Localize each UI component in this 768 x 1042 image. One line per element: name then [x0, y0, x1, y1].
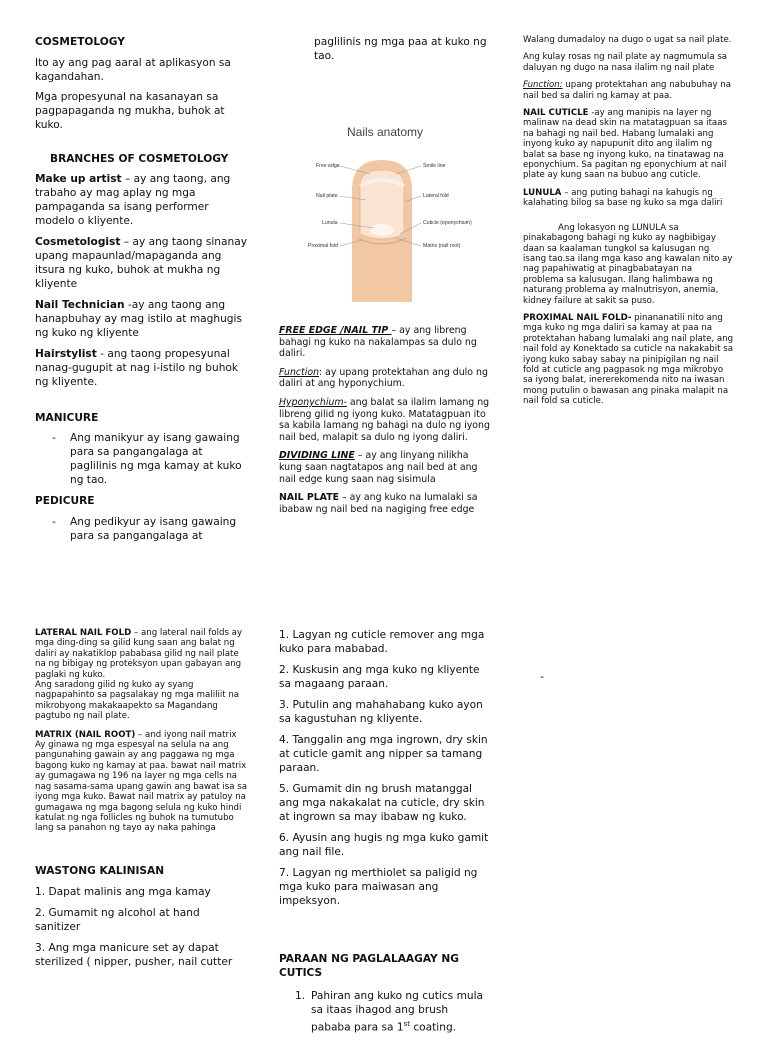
dividing-line-def: – ay ang linyang nilikha kung saan nagtatapos ang nail bed at ang nail edge kung saan nag sisimula — [279, 450, 478, 485]
label-lateral-fold: Lateral fold — [423, 193, 449, 199]
manicure-step: 5. Gumamit din ng brush matanggal ang mga nakakalat na cuticle, dry skin at ingrown sa may ibabaw ng kuko. — [279, 783, 485, 823]
pedicure-title: PEDICURE — [35, 495, 95, 507]
column-6 — [540, 670, 560, 691]
column-4 — [35, 628, 247, 976]
branch-makeup-artist — [35, 172, 247, 228]
pedicure-item — [35, 515, 247, 543]
matrix-entry — [35, 730, 247, 834]
nail-plate-function — [523, 80, 735, 101]
cosmetology-definition: Ito ay ang pag aaral at aplikasyon sa kagandahan. — [35, 57, 231, 83]
nail-illustration — [300, 116, 490, 312]
nail-technician-def: -ay ang taong ang hanapbuhay ay mag istilo at maghugis ng kuko ng kliyente — [35, 299, 242, 339]
wastong-item: 3. Ang mga manicure set ay dapat sterilized ( nipper, pusher, nail cutter — [35, 941, 233, 968]
manicure-step: 1. Lagyan ng cuticle remover ang mga kuko para mababad. — [279, 629, 485, 655]
nail-plate-note-1: Walang dumadaloy na dugo o ugat sa nail plate. — [523, 35, 732, 45]
branch-nail-technician — [35, 298, 247, 340]
lateral-fold-detail: Ang saradong gilid ng kuko ay syang nagpapahinto sa pagsalakay ng mga maliliit na mikrobyong makakaapekto sa Magandang pagtubo ng nail plate. — [35, 680, 240, 722]
hairstylist-term: Hairstylist — [35, 348, 97, 360]
hyponychium-entry — [279, 397, 491, 443]
dash-marker: - — [52, 516, 56, 528]
free-edge-function — [279, 367, 491, 390]
diagram-title: Nails anatomy — [346, 125, 424, 139]
hairstylist-def: - ang taong propesyunal nanag-gugupit at nag i-istilo ng buhok ng kliyente. — [35, 348, 239, 388]
branch-cosmetologist — [35, 235, 247, 291]
lunula-detail: Ang lokasyon ng LUNULA sa pinakabagong bahagi ng kuko ay nagbibigay daan sa kaalaman tungkol sa kalusugan ng isang tao.sa ilang mga kaso ang kawalan nito ay nag papahiwatig at pinagbabatayan na problema sa kalusugan. Ilang halimbawa ng naturang problema ay malnutrisyon, anemia, kidney failure at sakit sa puso. — [523, 222, 733, 306]
label-smile-line: Smile line — [423, 163, 446, 169]
paraan-item — [279, 989, 491, 1035]
label-matrix: Matrix (nail root) — [423, 243, 461, 249]
label-free-edge: Free edge — [316, 163, 340, 169]
proximal-fold-term: PROXIMAL NAIL FOLD- — [523, 312, 632, 323]
pedicure-text: Ang pedikyur ay isang gawaing para sa pangangalaga at — [70, 516, 237, 542]
lateral-fold-def: – ang lateral nail folds ay mga ding-ding sa gilid kung saan ang balat ng daliri ay nakatiklop pababasa gilid ng nail plate na ng bibigay ng proteksyon upan gabayan ang paglaki ng kuko. — [35, 628, 243, 680]
makeup-def: – ay ang taong, ang trabaho ay mag aplay ng mga pampaganda sa isang performer modelo o kliyente. — [35, 173, 231, 227]
free-edge-entry — [279, 325, 491, 360]
cosmetology-profession: Mga propesyunal na kasanayan sa pagpapaganda ng mukha, buhok at kuko. — [35, 91, 225, 131]
matrix-term: MATRIX (NAIL ROOT) — [35, 729, 136, 740]
branch-hairstylist — [35, 347, 247, 389]
column-2-mid — [279, 325, 491, 522]
cosmetologist-def: – ay ang taong sinanay upang mapaunlad/mapaganda ang itsura ng kuko, buhok at mukha ng kliyente — [35, 236, 247, 290]
column-2-top — [314, 35, 494, 70]
superscript: st — [403, 1020, 410, 1028]
column-3 — [523, 35, 735, 414]
label-proximal-fold: Proximal fold — [308, 243, 338, 249]
manicure-step: 7. Lagyan ng merthiolet sa paligid ng mga kuko para maiwasan ang impeksyon. — [279, 867, 478, 907]
cosmetology-title: COSMETOLOGY — [35, 36, 125, 48]
proximal-fold-entry — [523, 313, 735, 407]
dividing-line-term: DIVIDING LINE — [279, 450, 355, 462]
manicure-step: 4. Tanggalin ang mga ingrown, dry skin at cuticle gamit ang nipper sa tamang paraan. — [279, 734, 488, 774]
branches-title: BRANCHES OF COSMETOLOGY — [50, 153, 229, 165]
makeup-term: Make up artist — [35, 173, 122, 185]
hyponychium-def: ang balat sa ilalim lamang ng libreng gilid ng iyong kuko. Matatagpuan ito sa kabila lamang ng bahagi na dulo ng iyong nail bed, malapit sa dulo ng iyong daliri. — [279, 396, 490, 443]
manicure-text: Ang manikyur ay isang gawaing para sa pangangalaga at paglilinis ng mga kamay at kuko ng tao. — [70, 432, 242, 486]
label-lunula: Lunula — [322, 220, 338, 226]
manicure-step: 3. Putulin ang mahahabang kuko ayon sa kagustuhan ng kliyente. — [279, 699, 483, 725]
nails-anatomy-diagram — [300, 116, 490, 312]
dash-marker: - — [52, 432, 56, 444]
nail-plate-def: – ay ang kuko na lumalaki sa ibabaw ng nail bed na nagiging free edge — [279, 492, 478, 515]
column-5 — [279, 628, 491, 1042]
pedicure-continuation: paglilinis ng mga paa at kuko ng tao. — [314, 36, 487, 62]
hyponychium-term: Hyponychium- — [279, 396, 347, 408]
lateral-fold-entry — [35, 628, 247, 680]
nail-plate-term: NAIL PLATE — [279, 492, 339, 504]
nail-plate-entry — [279, 492, 491, 515]
cosmetologist-term: Cosmetologist — [35, 236, 121, 248]
dash-mark: - — [540, 671, 544, 683]
dividing-line-entry — [279, 450, 491, 485]
function-def: : ay upang protektahan ang dulo ng daliri at ang hyponychium. — [279, 366, 488, 390]
function-def: upang protektahan ang nabubuhay na nail bed sa daliri ng kamay at paa. — [523, 80, 731, 101]
lateral-fold-term: LATERAL NAIL FOLD — [35, 628, 132, 638]
function-term: Function: — [523, 80, 563, 91]
lunula-term: LUNULA — [523, 187, 562, 198]
label-nail-plate: Nail plate — [316, 193, 338, 199]
number-marker: 1. — [295, 990, 306, 1002]
nail-cuticle-entry — [523, 108, 735, 181]
lunula-entry — [523, 188, 735, 209]
wastong-kalinisan-title: WASTONG KALINISAN — [35, 864, 165, 877]
paraan-text: Pahiran ang kuko ng cutics mula sa itaas ihagod ang brush pababa para sa 1 — [311, 990, 484, 1034]
matrix-def: – and iyong nail matrix Ay ginawa ng mga espesyal na selula na ang pangunahing gawain ay ang paggawa ng mga bagong kuko ng kamay at paa. bawat nail matrix ay gumagawa ng 196 na layer ng mga cells na nag sasama-sama upang gawin ang bawat isa sa iyong mga kuko. Bawat nail matrix ay patuloy na gumagawa ng mga bagong selula ng kuko hindi katulat ng nga follicles ng buhok na tumutubo lang sa panahon ng tayo ay naka pahinga — [35, 729, 247, 834]
nail-technician-term: Nail Technician — [35, 299, 125, 311]
nail-cuticle-def: -ay ang manipis na layer ng malinaw na dead skin na matatagpuan sa itaas na bahagi ng nail bed. Habang lumalaki ang inyong kuko ay napupunit dito ang ilalim ng balat sa base ng inyong kuko, na tinatawag na eponychium. Sa pagitan ng eponychium at nail plate ay kung saan na bubuo ang cuticle. — [523, 108, 727, 181]
wastong-item: 1. Dapat malinis ang mga kamay — [35, 885, 211, 898]
free-edge-term: FREE EDGE /NAIL TIP — [279, 325, 392, 336]
label-cuticle: Cuticle (eponychium) — [423, 220, 472, 226]
manicure-step: 6. Ayusin ang hugis ng mga kuko gamit ang nail file. — [279, 832, 489, 858]
lunula-def: – ang puting bahagi na kahugis ng kalahating bilog sa base ng kuko sa mga daliri — [523, 187, 723, 209]
manicure-step: 2. Kuskusin ang mga kuko ng kliyente sa magaang paraan. — [279, 664, 480, 690]
function-term: Function — [279, 366, 320, 378]
manicure-title: MANICURE — [35, 412, 99, 424]
wastong-item: 2. Gumamit ng alcohol at hand sanitizer — [35, 906, 200, 933]
column-1 — [35, 35, 247, 550]
lunula-shape — [370, 224, 394, 236]
proximal-fold-def: pinananatili nito ang mga kuko ng mga daliri sa kamay at paa na protektahan habang lumalaki ang nail plate, ang nail fold ay Konektado sa cuticle na nakakabit sa iyong kuko sabay sabay na pinipigilan ng nail fold at cuticle ang pagpasok ng mga mikrobyo sa iyong balat, inererekomenda nito na iwasan mong putulin o bawasan ang pinaka malapit na nail fold sa cuticle. — [523, 312, 734, 407]
paraan-title: PARAAN NG PAGLALAAGAY NG CUTICS — [279, 953, 459, 979]
paraan-text-end: coating. — [409, 1021, 457, 1034]
free-edge-def: – ay ang libreng bahagi ng kuko na nakalampas sa dulo ng daliri. — [279, 325, 477, 360]
nail-cuticle-term: NAIL CUTICLE — [523, 108, 589, 119]
nail-plate-note-2: Ang kulay rosas ng nail plate ay nagmumula sa daluyan ng dugo na nasa ilalim ng nail plate — [523, 52, 728, 73]
manicure-item — [35, 431, 247, 487]
